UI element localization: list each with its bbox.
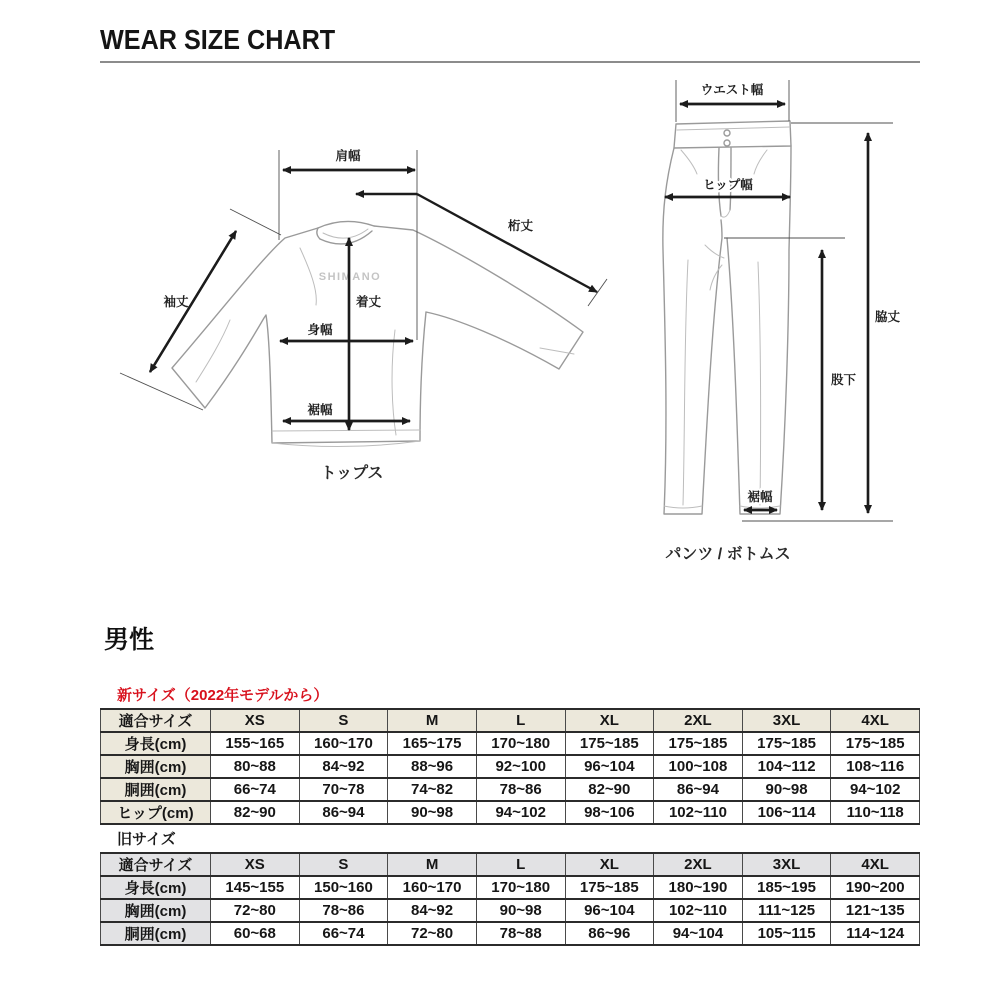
size-value-cell: 92~100 <box>476 755 565 778</box>
table-row <box>101 801 920 824</box>
size-value-cell: 106~114 <box>742 801 831 824</box>
tops-body-length-label: 着丈 <box>356 295 382 309</box>
size-value-cell: 105~115 <box>742 922 831 945</box>
table-row <box>101 922 920 945</box>
bottoms-hip-width-label: ヒップ幅 <box>703 178 753 192</box>
header-row <box>101 709 920 732</box>
tops-brand-text: SHIMANO <box>318 271 382 283</box>
size-value-cell: 100~108 <box>654 755 743 778</box>
tops-body-width-label: 身幅 <box>307 323 333 337</box>
size-column-header: S <box>299 853 388 876</box>
size-value-cell: 175~185 <box>565 732 654 755</box>
size-value-cell: 94~102 <box>476 801 565 824</box>
size-value-cell: 185~195 <box>742 876 831 899</box>
table-row <box>101 899 920 922</box>
title-underline <box>100 61 920 63</box>
size-value-cell: 70~78 <box>299 778 388 801</box>
size-value-cell: 110~118 <box>831 801 920 824</box>
size-column-header: 4XL <box>831 853 920 876</box>
size-value-cell: 60~68 <box>211 922 300 945</box>
size-column-header: 3XL <box>742 853 831 876</box>
size-value-cell: 90~98 <box>388 801 477 824</box>
size-value-cell: 82~90 <box>211 801 300 824</box>
table-row <box>101 755 920 778</box>
size-header-label: 適合サイズ <box>101 853 211 876</box>
size-value-cell: 121~135 <box>831 899 920 922</box>
size-value-cell: 94~102 <box>831 778 920 801</box>
size-column-header: 2XL <box>654 709 743 732</box>
row-label: 胸囲(cm) <box>101 755 211 778</box>
size-value-cell: 190~200 <box>831 876 920 899</box>
row-label: 胸囲(cm) <box>101 899 211 922</box>
size-value-cell: 72~80 <box>388 922 477 945</box>
old-size-table <box>100 852 920 946</box>
old-size-table-caption: 旧サイズ <box>117 831 176 848</box>
table-row <box>101 732 920 755</box>
size-value-cell: 160~170 <box>299 732 388 755</box>
size-value-cell: 175~185 <box>565 876 654 899</box>
size-column-header: XL <box>565 853 654 876</box>
size-value-cell: 96~104 <box>565 755 654 778</box>
size-value-cell: 94~104 <box>654 922 743 945</box>
size-value-cell: 170~180 <box>476 732 565 755</box>
row-label: ヒップ(cm) <box>101 801 211 824</box>
size-value-cell: 78~86 <box>476 778 565 801</box>
new-size-table <box>100 708 920 825</box>
size-value-cell: 175~185 <box>654 732 743 755</box>
gender-heading: 男性 <box>104 626 155 654</box>
tops-line-art <box>172 221 583 446</box>
header-row <box>101 853 920 876</box>
size-value-cell: 78~88 <box>476 922 565 945</box>
size-value-cell: 145~155 <box>211 876 300 899</box>
size-value-cell: 66~74 <box>211 778 300 801</box>
size-value-cell: 104~112 <box>742 755 831 778</box>
size-value-cell: 82~90 <box>565 778 654 801</box>
tops-measurements <box>120 150 607 430</box>
size-value-cell: 175~185 <box>831 732 920 755</box>
size-value-cell: 98~106 <box>565 801 654 824</box>
size-value-cell: 74~82 <box>388 778 477 801</box>
size-header-label: 適合サイズ <box>101 709 211 732</box>
size-column-header: M <box>388 709 477 732</box>
size-value-cell: 102~110 <box>654 899 743 922</box>
page-title: WEAR SIZE CHART <box>100 24 336 55</box>
new-size-table-caption: 新サイズ（2022年モデルから） <box>117 687 329 704</box>
bottoms-caption: パンツ / ボトムス <box>665 546 791 563</box>
size-value-cell: 102~110 <box>654 801 743 824</box>
bottoms-side-length-label: 脇丈 <box>875 310 901 324</box>
size-column-header: 2XL <box>654 853 743 876</box>
size-value-cell: 111~125 <box>742 899 831 922</box>
size-value-cell: 180~190 <box>654 876 743 899</box>
size-value-cell: 108~116 <box>831 755 920 778</box>
size-value-cell: 96~104 <box>565 899 654 922</box>
size-column-header: XS <box>211 709 300 732</box>
row-label: 身長(cm) <box>101 876 211 899</box>
size-value-cell: 150~160 <box>299 876 388 899</box>
bottoms-inseam-label: 股下 <box>831 373 857 387</box>
bottoms-waist-width-label: ウエスト幅 <box>700 83 764 97</box>
table-row <box>101 876 920 899</box>
size-column-header: L <box>476 709 565 732</box>
size-value-cell: 86~96 <box>565 922 654 945</box>
bottoms-hem-width-label: 裾幅 <box>747 490 773 504</box>
row-label: 身長(cm) <box>101 732 211 755</box>
size-value-cell: 90~98 <box>742 778 831 801</box>
row-label: 胴囲(cm) <box>101 778 211 801</box>
size-value-cell: 90~98 <box>476 899 565 922</box>
size-value-cell: 155~165 <box>211 732 300 755</box>
tops-diagram <box>100 88 620 490</box>
tops-shoulder-width-label: 肩幅 <box>335 149 361 163</box>
table-row <box>101 778 920 801</box>
size-value-cell: 80~88 <box>211 755 300 778</box>
tops-caption: トップス <box>320 465 384 482</box>
tops-sleeve-length-label: 袖丈 <box>163 295 189 309</box>
size-value-cell: 84~92 <box>388 899 477 922</box>
size-column-header: XL <box>565 709 654 732</box>
size-column-header: 4XL <box>831 709 920 732</box>
size-column-header: 3XL <box>742 709 831 732</box>
size-column-header: L <box>476 853 565 876</box>
size-value-cell: 160~170 <box>388 876 477 899</box>
tops-hem-width-label: 裾幅 <box>307 403 333 417</box>
size-value-cell: 84~92 <box>299 755 388 778</box>
size-value-cell: 72~80 <box>211 899 300 922</box>
size-column-header: XS <box>211 853 300 876</box>
size-column-header: S <box>299 709 388 732</box>
size-column-header: M <box>388 853 477 876</box>
size-value-cell: 86~94 <box>654 778 743 801</box>
size-value-cell: 66~74 <box>299 922 388 945</box>
size-value-cell: 114~124 <box>831 922 920 945</box>
size-value-cell: 175~185 <box>742 732 831 755</box>
size-value-cell: 165~175 <box>388 732 477 755</box>
size-value-cell: 170~180 <box>476 876 565 899</box>
size-value-cell: 78~86 <box>299 899 388 922</box>
row-label: 胴囲(cm) <box>101 922 211 945</box>
size-value-cell: 88~96 <box>388 755 477 778</box>
bottoms-diagram <box>620 68 940 572</box>
size-value-cell: 86~94 <box>299 801 388 824</box>
tops-yuki-length-label: 桁丈 <box>508 219 534 233</box>
